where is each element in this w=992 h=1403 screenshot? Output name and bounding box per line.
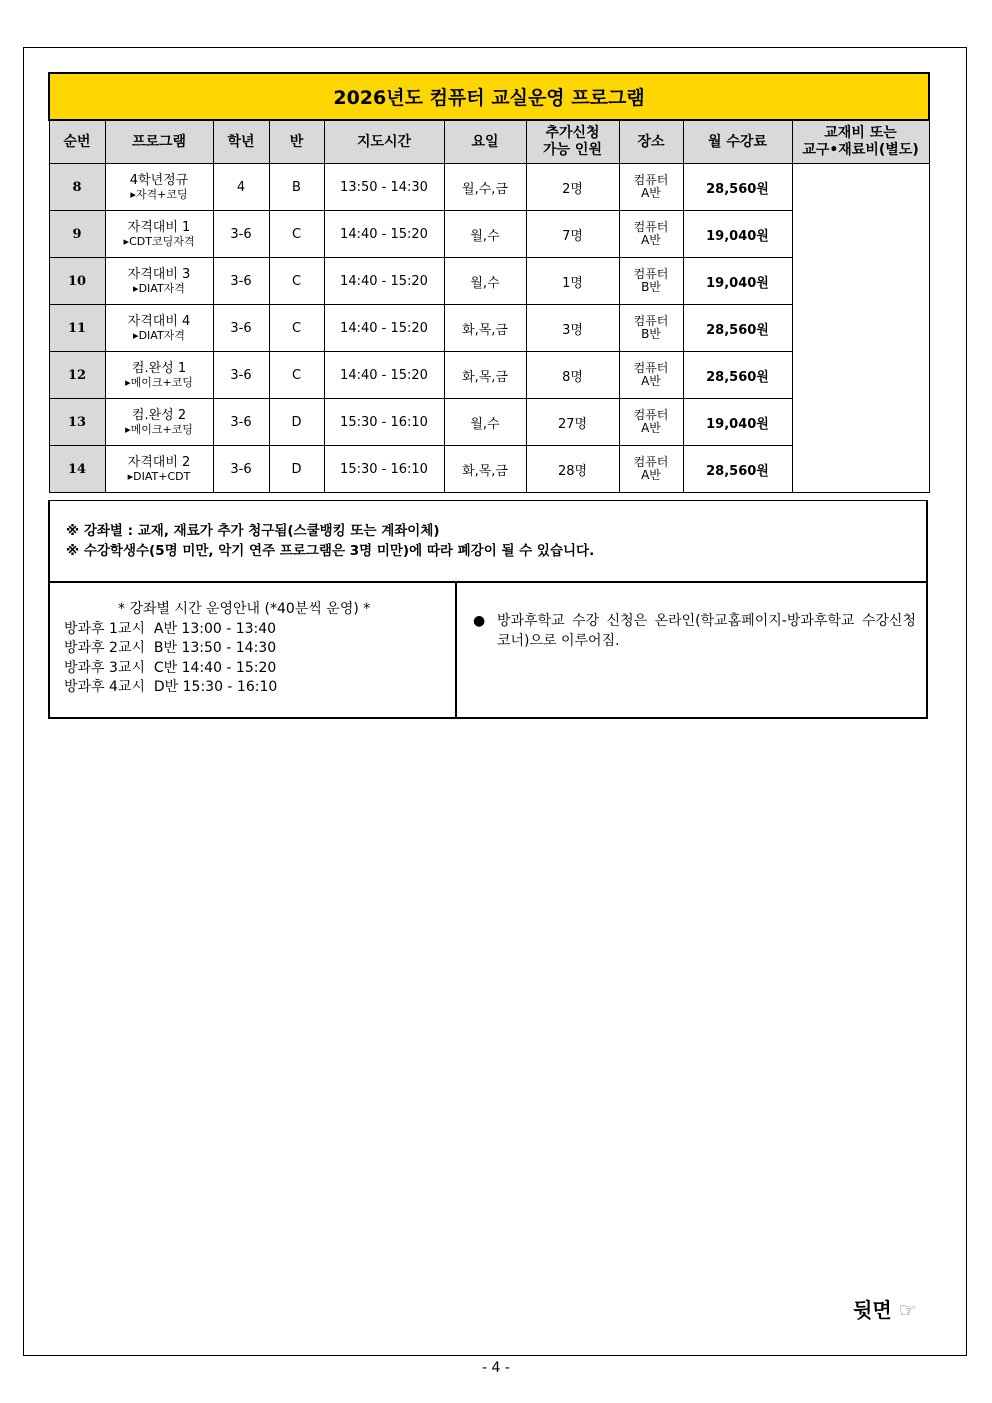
row-num: 14 [49,446,105,493]
extra-cell: 27명 [526,399,619,446]
schedule-line: 방과후 2교시 B반 13:50 - 14:30 [64,640,277,656]
place-line1: 컴퓨터 [633,267,669,281]
program-name: 자격대비 4 [127,313,191,329]
place-line2: A반 [641,468,661,482]
place-cell [619,211,683,258]
program-sub: ▸DIAT자격 [133,281,185,295]
day-cell: 화,목,금 [444,352,526,399]
pointing-hand-icon: ☞ [898,1298,917,1322]
place-line1: 컴퓨터 [633,173,669,187]
place-line2: A반 [641,186,661,200]
place-line2: A반 [641,374,661,388]
place-line1: 컴퓨터 [633,220,669,234]
place-line2: A반 [641,421,661,435]
header-place: 장소 [619,120,683,164]
class-cell: C [269,258,324,305]
grade-cell: 3-6 [213,446,269,493]
grade-cell: 3-6 [213,352,269,399]
program-cell [105,305,213,352]
program-cell [105,446,213,493]
schedule-box [48,582,457,719]
program-sub: ▸DIAT+CDT [127,469,191,483]
online-notice [473,611,916,651]
place-line2: A반 [641,233,661,247]
header-grade: 학년 [213,120,269,164]
program-table [48,72,930,493]
extra-cell: 1명 [526,258,619,305]
note-line: ※ 수강학생수(5명 미만, 악기 연주 프로그램은 3명 미만)에 따라 폐강이 될 수 있습니다. [66,543,595,559]
extra-cell: 8명 [526,352,619,399]
table-title: 2026년도 컴퓨터 교실운영 프로그램 [49,73,929,120]
place-line2: B반 [641,327,661,341]
schedule-line: 방과후 1교시 A반 13:00 - 13:40 [64,620,277,637]
program-name: 자격대비 2 [127,454,191,470]
row-num: 13 [49,399,105,446]
fee-cell: 19,040원 [683,211,792,258]
back-side-label [853,1294,917,1323]
program-sub: ▸CDT코딩자격 [123,234,195,248]
online-notice-text: 방과후학교 수강 신청은 온라인(학교홈페이지-방과후학교 수강신청 코너)으로 이루어짐. [497,613,916,649]
fee-cell: 28,560원 [683,446,792,493]
time-cell: 13:50 - 14:30 [324,164,444,211]
place-cell [619,399,683,446]
header-material-line1: 교재비 또는 [824,125,897,141]
program-cell [105,211,213,258]
place-line1: 컴퓨터 [633,408,669,422]
grade-cell: 3-6 [213,258,269,305]
class-cell: D [269,446,324,493]
program-sub: ▸DIAT자격 [133,328,185,342]
class-cell: B [269,164,324,211]
header-fee: 월 수강료 [683,120,792,164]
header-class: 반 [269,120,324,164]
schedule-line: 방과후 3교시 C반 14:40 - 15:20 [64,659,277,676]
row-num: 12 [49,352,105,399]
bullet-icon: ● [473,613,486,629]
page-number: - 4 - [482,1360,510,1376]
note-line: ※ 강좌별 : 교재, 재료가 추가 청구됨(스쿨뱅킹 또는 계좌이체) [66,523,440,539]
fee-cell: 28,560원 [683,352,792,399]
day-cell: 화,목,금 [444,446,526,493]
program-sub: ▸메이크+코딩 [125,375,193,389]
back-side-text: 뒷면 [853,1298,892,1322]
day-cell: 월,수 [444,211,526,258]
time-cell: 14:40 - 15:20 [324,305,444,352]
program-sub: ▸자격+코딩 [130,187,188,201]
schedule-title: * 강좌별 시간 운영안내 (*40분씩 운영) * [118,601,371,617]
fee-cell: 28,560원 [683,164,792,211]
place-cell [619,352,683,399]
material-cell [792,164,929,493]
fee-cell: 19,040원 [683,258,792,305]
place-line1: 컴퓨터 [633,314,669,328]
grade-cell: 3-6 [213,399,269,446]
time-cell: 14:40 - 15:20 [324,258,444,305]
program-name: 컴.완성 1 [131,360,187,376]
header-extra-line2: 가능 인원 [543,142,602,158]
class-cell: C [269,305,324,352]
place-line1: 컴퓨터 [633,455,669,469]
fee-cell: 19,040원 [683,399,792,446]
class-cell: D [269,399,324,446]
place-cell [619,446,683,493]
extra-cell: 3명 [526,305,619,352]
program-cell [105,399,213,446]
place-cell [619,164,683,211]
program-name: 컴.완성 2 [131,407,187,423]
time-cell: 15:30 - 16:10 [324,446,444,493]
place-cell [619,258,683,305]
grade-cell: 4 [213,164,269,211]
header-num: 순번 [49,120,105,164]
program-name: 4학년정규 [129,172,189,188]
row-num: 10 [49,258,105,305]
grade-cell: 3-6 [213,305,269,352]
row-num: 11 [49,305,105,352]
header-time: 지도시간 [324,120,444,164]
schedule-line: 방과후 4교시 D반 15:30 - 16:10 [64,679,278,695]
class-cell: C [269,352,324,399]
place-line1: 컴퓨터 [633,361,669,375]
row-num: 8 [49,164,105,211]
day-cell: 화,목,금 [444,305,526,352]
program-cell [105,352,213,399]
time-cell: 14:40 - 15:20 [324,211,444,258]
place-line2: B반 [641,280,661,294]
header-program: 프로그램 [105,120,213,164]
header-material [792,120,929,164]
header-row [49,120,929,164]
table-row [49,164,929,211]
fee-cell: 28,560원 [683,305,792,352]
extra-cell: 2명 [526,164,619,211]
day-cell: 월,수 [444,399,526,446]
time-cell: 15:30 - 16:10 [324,399,444,446]
class-cell: C [269,211,324,258]
program-cell [105,258,213,305]
header-extra [526,120,619,164]
day-cell: 월,수,금 [444,164,526,211]
day-cell: 월,수 [444,258,526,305]
extra-cell: 7명 [526,211,619,258]
header-extra-line1: 추가신청 [545,125,600,141]
program-name: 자격대비 1 [127,219,191,235]
extra-cell: 28명 [526,446,619,493]
program-sub: ▸메이크+코딩 [125,422,193,436]
place-cell [619,305,683,352]
header-material-line2: 교구•재료비(별도) [802,142,919,158]
header-day: 요일 [444,120,526,164]
program-name: 자격대비 3 [127,266,191,282]
row-num: 9 [49,211,105,258]
grade-cell: 3-6 [213,211,269,258]
program-cell [105,164,213,211]
notes-box [48,500,928,583]
online-notice-box [456,582,928,719]
time-cell: 14:40 - 15:20 [324,352,444,399]
